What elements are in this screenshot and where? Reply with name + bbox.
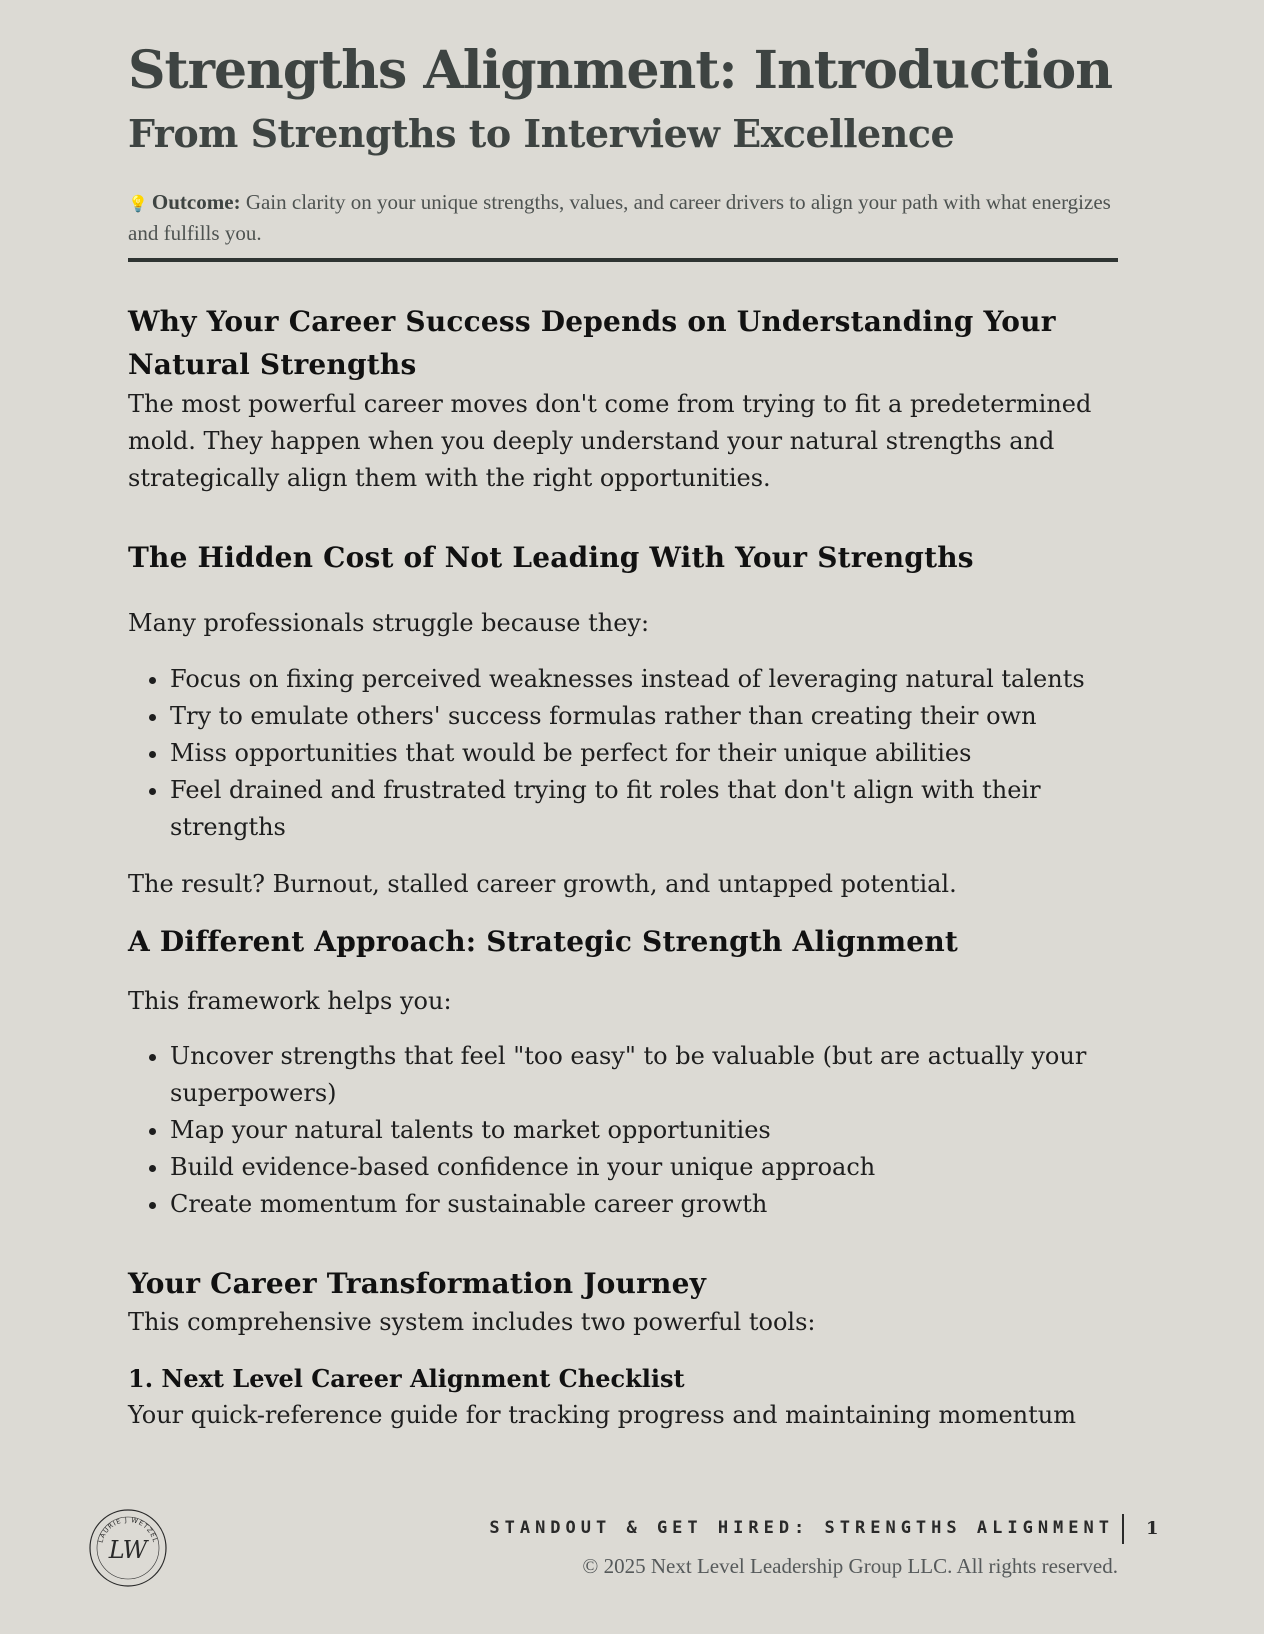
outcome-label: Outcome: (151, 190, 241, 214)
section-heading-why: Why Your Career Success Depends on Understanding Your Natural Strengths (128, 305, 1056, 381)
list-item: • Miss opportunities that would be perfect for their unique abilities (170, 735, 1130, 772)
approach-intro: This framework helps you: (128, 987, 452, 1015)
page-title: Strengths Alignment: Introduction (128, 40, 1112, 101)
copyright-notice: © 2025 Next Level Leadership Group LLC. All rights reserved. (582, 1554, 1118, 1578)
logo-arc-text: LAURIE J WETZEL (96, 1515, 160, 1544)
list-item: • Build evidence-based confidence in your unique approach (170, 1149, 1130, 1186)
hidden-cost-intro: Many professionals struggle because they: (128, 609, 650, 637)
footer-series-title: STANDOUT & GET HIRED: STRENGTHS ALIGNMENT (489, 1518, 1114, 1538)
tool1-heading: 1. Next Level Career Alignment Checklist (128, 1364, 685, 1393)
list-item: • Try to emulate others' success formulas rather than creating their own (170, 698, 1130, 735)
tool1-text: Your quick-reference guide for tracking progress and maintaining momentum (128, 1401, 1076, 1429)
list-item: • Create momentum for sustainable career growth (170, 1186, 1130, 1223)
laurie-wetzel-seal-logo (88, 1508, 168, 1588)
list-item: • Map your natural talents to market opportunities (170, 1112, 1130, 1149)
header-divider (128, 258, 1118, 262)
page-subtitle: From Strengths to Interview Excellence (128, 111, 955, 156)
lightbulb-icon: 💡 (128, 196, 148, 213)
hidden-cost-list (128, 661, 1130, 846)
outcome-statement (128, 188, 1128, 247)
list-item: • Focus on fixing perceived weaknesses instead of leveraging natural talents (170, 661, 1130, 698)
outcome-text: Gain clarity on your unique strengths, values, and career drivers to align your path with what energizes and fulfills you. (128, 190, 1111, 245)
section-heading-journey: Your Career Transformation Journey (128, 1267, 707, 1300)
page-number: 1 (1146, 1518, 1159, 1539)
section-heading-approach: A Different Approach: Strategic Strength Alignment (128, 925, 959, 958)
footer-separator (1122, 1514, 1124, 1544)
hidden-cost-result: The result? Burnout, stalled career growth, and untapped potential. (128, 870, 957, 898)
section-heading-hidden-cost: The Hidden Cost of Not Leading With Your Strengths (128, 541, 974, 574)
logo-initials: LW (108, 1536, 148, 1564)
list-item: • Feel drained and frustrated trying to fit roles that don't align with their strengths (170, 772, 1130, 846)
journey-intro: This comprehensive system includes two powerful tools: (128, 1308, 816, 1336)
list-item: • Uncover strengths that feel "too easy" to be valuable (but are actually your superpowers) (170, 1038, 1130, 1112)
approach-list (128, 1038, 1130, 1223)
section-why-paragraph: The most powerful career moves don't come from trying to fit a predetermined mold. They happen when you deeply understand your natural strengths and strategically align them with the right opportunities. (128, 390, 1092, 492)
